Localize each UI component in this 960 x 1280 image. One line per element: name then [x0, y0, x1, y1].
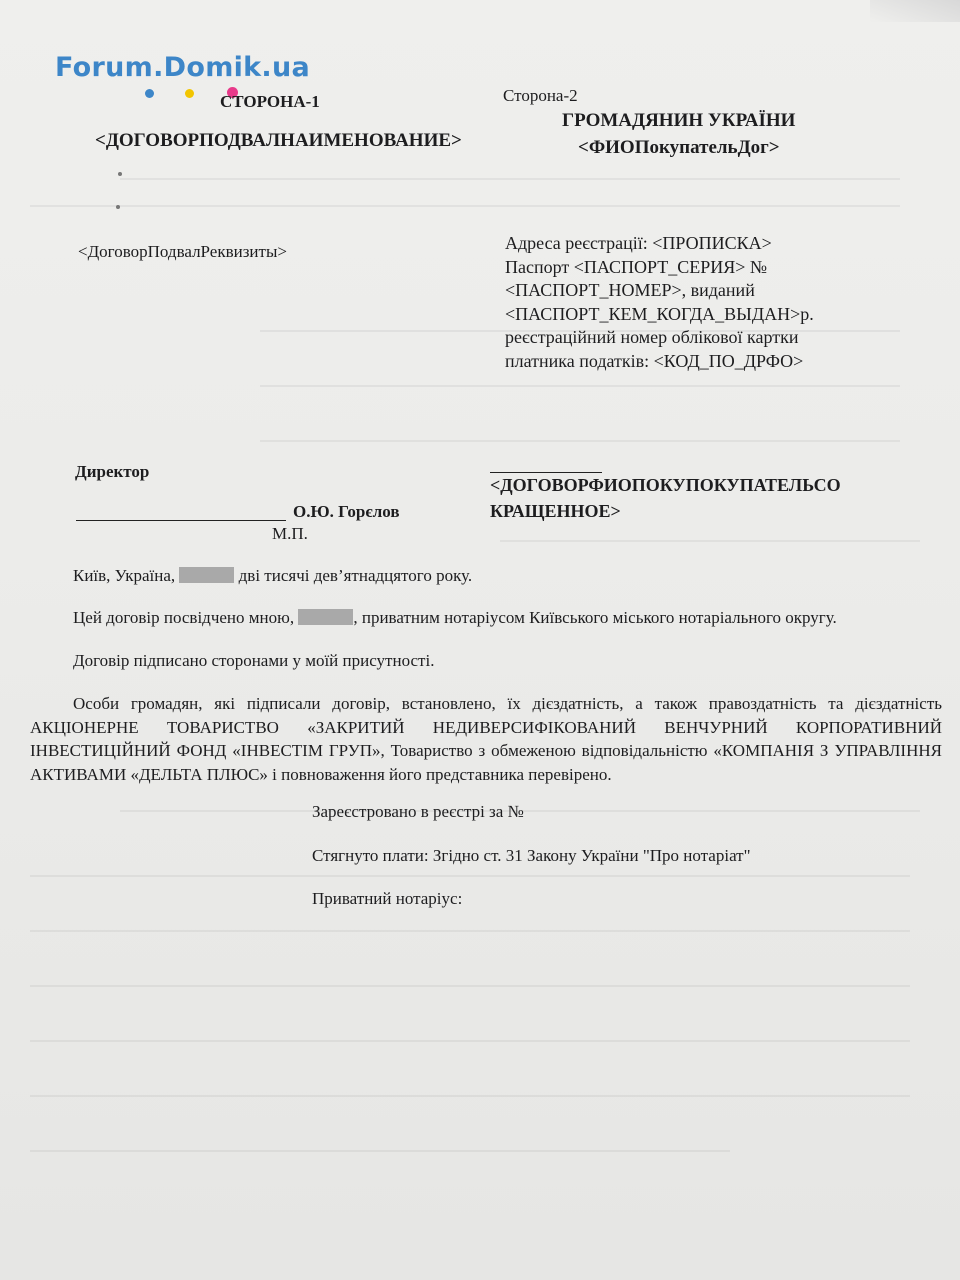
- party1-name: <ДОГОВОРПОДВАЛНАИМЕНОВАНИЕ>: [95, 130, 462, 151]
- signature-line-party1: [76, 520, 286, 521]
- party2-address-line: Паспорт <ПАСПОРТ_СЕРИЯ> №: [505, 256, 768, 277]
- place-date-line: [73, 566, 472, 586]
- signatory-name: О.Ю. Горєлов: [293, 502, 400, 521]
- party2-short-name-line: КРАЩЕННОЕ>: [490, 501, 621, 521]
- year-text: дві тисячі дев’ятнадцятого року.: [238, 566, 473, 585]
- seal-mark: М.П.: [272, 524, 308, 543]
- party2-address-line: платника податків: <КОД_ПО_ДРФО>: [505, 350, 804, 371]
- watermark-dot-yellow: [185, 89, 194, 98]
- forum-watermark: Forum.Domik.ua: [55, 52, 311, 83]
- place-text: Київ, Україна,: [73, 566, 176, 585]
- fee-line: Стягнуто плати: Згідно ст. 31 Закону України "Про нотаріат": [312, 846, 751, 865]
- party2-address-line: <ПАСПОРТ_НОМЕР>, виданий: [505, 280, 755, 300]
- certification-line: [73, 608, 837, 628]
- party2-name: <ФИОПокупательДог>: [578, 137, 780, 158]
- identity-paragraph: Особи громадян, які підписали договір, встановлено, їх дієздатність, а також правоздатність та дієздатність АКЦІОНЕРНЕ ТОВАРИСТВО «ЗАКРИТИЙ НЕДИВЕРСИФІКОВАНИЙ ВЕНЧУРНИЙ КОРПОРАТИВНИЙ ІНВЕСТИЦІЙНИЙ ФОНД «ІНВЕСТІМ ГРУП», Товариство з обмеженою відповідальністю «КОМПАНІЯ З УПРАВЛІННЯ АКТИВАМИ «ДЕЛЬТА ПЛЮС» і повноваження його представника перевірено.: [30, 694, 942, 784]
- notary-line: Приватний нотаріус:: [312, 889, 463, 908]
- party2-header: Сторона-2: [503, 86, 578, 105]
- registry-line: Зареєстровано в реєстрі за №: [312, 802, 524, 821]
- watermark-dot-blue: [145, 89, 154, 98]
- party2-address-line: <ПАСПОРТ_КЕМ_КОГДА_ВЫДАН>р.: [505, 303, 814, 324]
- certification-text-start: Цей договір посвідчено мною,: [73, 608, 295, 627]
- director-title: Директор: [75, 462, 150, 481]
- party2-address-line: Адреса реєстрації: <ПРОПИСКА>: [505, 233, 772, 253]
- redacted-date: [179, 567, 234, 583]
- party2-title: ГРОМАДЯНИН УКРАЇНИ: [562, 110, 796, 131]
- party2-short-name-line: <ДОГОВОРФИОПОКУПОКУПАТЕЛЬСО: [490, 475, 841, 495]
- certification-text-end: , приватним нотаріусом Київського міського нотаріального округу.: [353, 608, 837, 627]
- party2-address: [505, 232, 814, 373]
- party2-address-line: реєстраційний номер облікової картки: [505, 327, 799, 347]
- party2-short-name: [490, 472, 841, 524]
- signed-statement: Договір підписано сторонами у моїй присутності.: [73, 651, 435, 670]
- page-corner-fold: [870, 0, 960, 22]
- bullet-mark: [118, 172, 122, 176]
- party1-header: СТОРОНА-1: [220, 92, 320, 111]
- bullet-mark: [116, 205, 120, 209]
- redacted-notary-name: [298, 609, 353, 625]
- party1-requisites: <ДоговорПодвалРеквизиты>: [78, 242, 287, 261]
